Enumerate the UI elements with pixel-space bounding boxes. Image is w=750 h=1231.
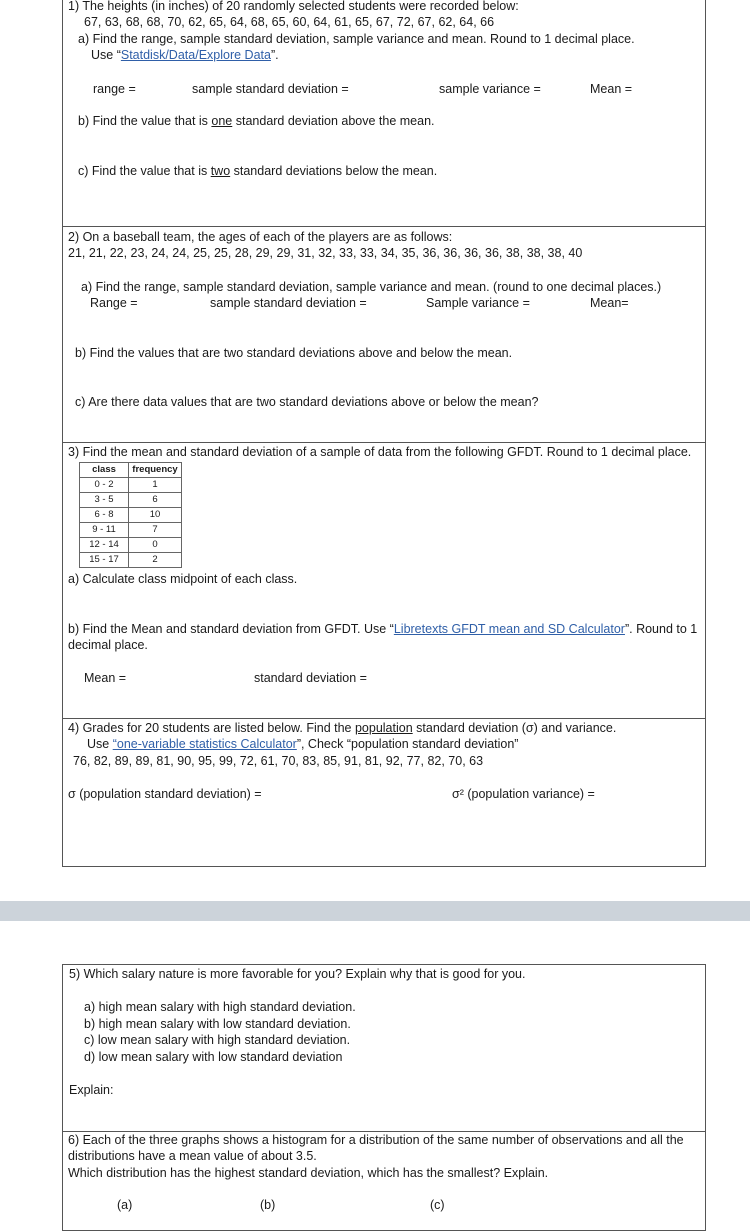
gfdt-class-cell: 6 - 8	[80, 508, 129, 523]
q1-b-prefix: b) Find the value that is	[78, 114, 212, 128]
q3-part-b-line2: decimal place.	[68, 638, 148, 652]
gfdt-class-cell: 0 - 2	[80, 478, 129, 493]
q5-explain-label: Explain:	[69, 1083, 114, 1097]
q1-b-suffix: standard deviation above the mean.	[232, 114, 435, 128]
q1-data: 67, 63, 68, 68, 70, 62, 65, 64, 68, 65, 60, 64, 61, 65, 67, 72, 67, 62, 64, 66	[84, 15, 495, 29]
table-row	[80, 493, 182, 508]
q1-part-b	[78, 113, 435, 129]
gfdt-frequency-cell: 6	[129, 493, 182, 508]
gfdt-frequency-cell: 0	[129, 538, 182, 553]
q1-svar-label: sample variance =	[439, 82, 541, 96]
q3-part-a: a) Calculate class midpoint of each class.	[68, 572, 298, 586]
gfdt-class-cell: 3 - 5	[80, 493, 129, 508]
q5-option-d: d) low mean salary with low standard deviation	[84, 1050, 343, 1064]
q6-line2: distributions have a mean value of about 3.5.	[68, 1149, 317, 1163]
q3-b-suffix: ”. Round to 1	[624, 622, 698, 636]
q4-data: 76, 82, 89, 89, 81, 90, 95, 99, 72, 61, 70, 83, 85, 91, 81, 92, 77, 82, 70, 63	[73, 754, 484, 768]
gfdt-frequency-cell: 7	[129, 523, 182, 538]
q5-box	[62, 964, 706, 1132]
q2-part-a: a) Find the range, sample standard deviation, sample variance and mean. (round to one decimal places.)	[81, 280, 662, 294]
gfdt-header-row	[80, 463, 182, 478]
q2-intro: 2) On a baseball team, the ages of each of the players are as follows:	[68, 230, 453, 244]
gfdt-table	[79, 462, 182, 568]
table-row	[80, 478, 182, 493]
table-row	[80, 553, 182, 568]
q2-data: 21, 21, 22, 23, 24, 24, 25, 25, 28, 29, 29, 31, 32, 33, 33, 34, 35, 36, 36, 36, 36, 38, 38, 38, 40	[68, 246, 583, 260]
q6-line1: 6) Each of the three graphs shows a histogram for a distribution of the same number of observations and all the	[68, 1133, 684, 1147]
q2-part-c: c) Are there data values that are two standard deviations above or below the mean?	[75, 395, 539, 409]
q1-use-line	[91, 47, 279, 63]
q1-use-suffix: ”.	[270, 48, 279, 62]
q4-variance-label: σ² (population variance) =	[452, 787, 595, 801]
gfdt-frequency-cell: 10	[129, 508, 182, 523]
q1-c-prefix: c) Find the value that is	[78, 164, 211, 178]
page-separator	[0, 901, 750, 921]
libretexts-link[interactable]: Libretexts GFDT mean and SD Calculator	[393, 622, 625, 636]
gfdt-class-cell: 9 - 11	[80, 523, 129, 538]
table-row	[80, 538, 182, 553]
gfdt-header-frequency: frequency	[129, 463, 182, 478]
gfdt-class-cell: 15 - 17	[80, 553, 129, 568]
one-variable-calculator-link[interactable]: “one-variable statistics Calculator	[112, 737, 297, 751]
q1-c-under: two	[210, 164, 231, 178]
q6-graph-label-a: (a)	[117, 1198, 133, 1212]
statdisk-link[interactable]: Statdisk/Data/Explore Data	[120, 48, 271, 62]
q2-part-b: b) Find the values that are two standard deviations above and below the mean.	[75, 346, 513, 360]
q1-use-prefix: Use “	[91, 48, 121, 62]
q3-b-prefix: b) Find the Mean and standard deviation from GFDT. Use “	[68, 622, 394, 636]
q6-graph-label-b: (b)	[260, 1198, 276, 1212]
q4-intro-suffix: standard deviation (σ) and variance.	[412, 721, 617, 735]
q1-intro: 1) The heights (in inches) of 20 randomly selected students were recorded below:	[68, 0, 519, 13]
gfdt-class-cell: 12 - 14	[80, 538, 129, 553]
q3-part-b	[68, 621, 697, 637]
gfdt-header-class: class	[80, 463, 129, 478]
q4-use-prefix: Use	[87, 737, 113, 751]
q3-sd-label: standard deviation =	[254, 671, 367, 685]
q1-ssd-label: sample standard deviation =	[192, 82, 349, 96]
q4-intro-prefix: 4) Grades for 20 students are listed below. Find the	[68, 721, 355, 735]
q3-intro: 3) Find the mean and standard deviation of a sample of data from the following GFDT. Round to 1 decimal place.	[68, 445, 692, 459]
q6-graph-label-c: (c)	[430, 1198, 445, 1212]
q1-b-under: one	[211, 114, 233, 128]
q4-use-line	[87, 736, 518, 752]
q4-intro	[68, 720, 616, 736]
q3-mean-label: Mean =	[84, 671, 127, 685]
gfdt-frequency-cell: 2	[129, 553, 182, 568]
q5-option-c: c) low mean salary with high standard deviation.	[84, 1033, 351, 1047]
q2-range-label: Range =	[90, 296, 138, 310]
q2-ssd-label: sample standard deviation =	[210, 296, 367, 310]
q6-line3: Which distribution has the highest standard deviation, which has the smallest? Explain.	[68, 1166, 549, 1180]
q5-intro: 5) Which salary nature is more favorable for you? Explain why that is good for you.	[69, 967, 526, 981]
q5-option-a: a) high mean salary with high standard deviation.	[84, 1000, 356, 1014]
q1-mean-label: Mean =	[590, 82, 633, 96]
table-row	[80, 523, 182, 538]
q5-option-b: b) high mean salary with low standard deviation.	[84, 1017, 351, 1031]
q2-mean-label: Mean=	[590, 296, 629, 310]
gfdt-frequency-cell: 1	[129, 478, 182, 493]
q1-c-suffix: standard deviations below the mean.	[230, 164, 438, 178]
table-row	[80, 508, 182, 523]
q2-svar-label: Sample variance =	[426, 296, 530, 310]
q1-part-a: a) Find the range, sample standard deviation, sample variance and mean. Round to 1 decimal place.	[78, 32, 635, 46]
q4-sigma-label: σ (population standard deviation) =	[68, 787, 262, 801]
q1-part-c	[78, 163, 437, 179]
q4-use-suffix: ”, Check “population standard deviation”	[296, 737, 519, 751]
q4-intro-under: population	[354, 721, 413, 735]
q1-range-label: range =	[93, 82, 136, 96]
